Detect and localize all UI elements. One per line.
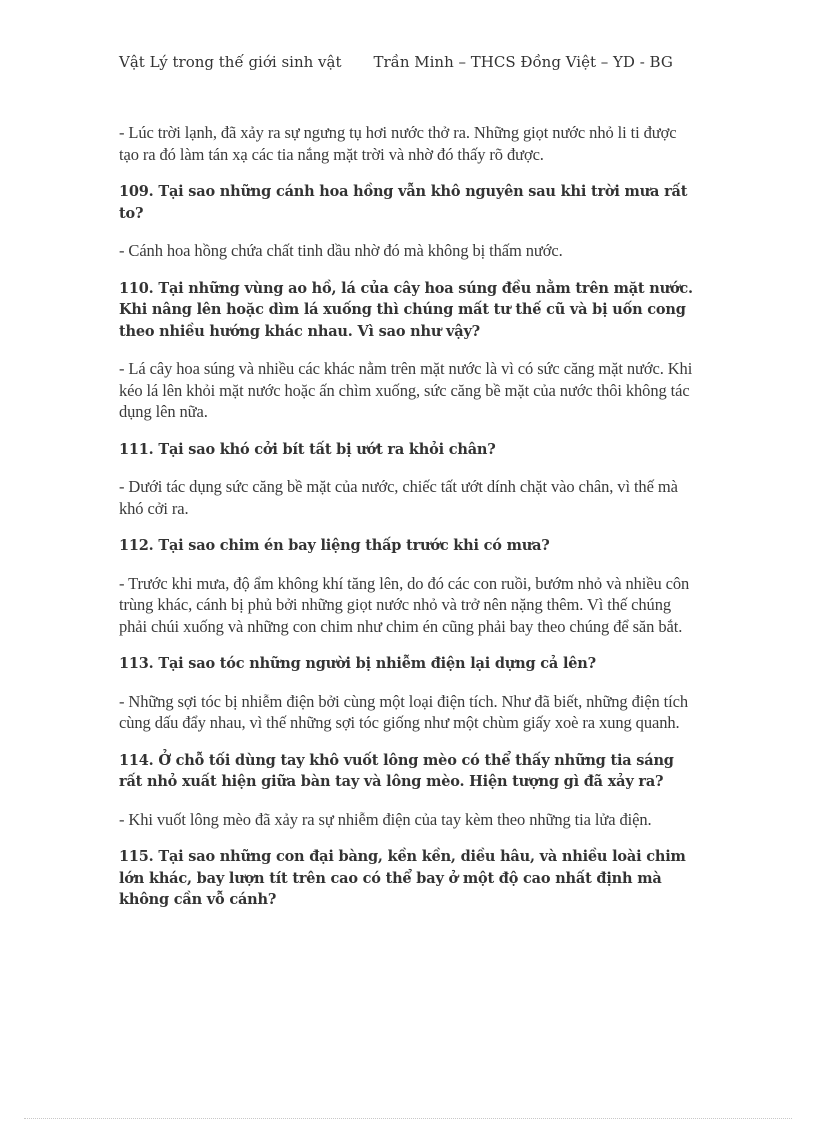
answer-110: - Lá cây hoa súng và nhiều các khác nằm trên mặt nước là vì có sức căng mặt nước. Khi kéo lá lên khỏi mặt nước hoặc ấn chìm xuống, sức căng bề mặt của nước thôi không tác dụng lên nữa. [119,359,693,421]
question-111: 111. Tại sao khó cởi bít tất bị ướt ra khỏi chân? [119,440,496,458]
question-109: 109. Tại sao những cánh hoa hồng vẫn khô nguyên sau khi trời mưa rất to? [119,183,688,222]
answer-111: - Dưới tác dụng sức căng bề mặt của nước, chiếc tất ướt dính chặt vào chân, vì thế mà khó cởi ra. [119,477,678,518]
document-body [119,122,699,927]
answer-paragraph: - Lúc trời lạnh, đã xảy ra sự ngưng tụ hơi nước thở ra. Những giọt nước nhỏ li ti được tạo ra đó làm tán xạ các tia nắng mặt trời và nhờ đó thấy rõ được. [119,123,677,164]
answer-112: - Trước khi mưa, độ ẩm không khí tăng lên, do đó các con ruồi, bướm nhỏ và nhiều côn trùng khác, cánh bị phủ bởi những giọt nước nhỏ và trở nên nặng thêm. Vì thế chúng phải chúi xuống và những con chim như chim én cũng phải bay theo chúng để săn bắt. [119,573,690,636]
question-115: 115. Tại sao những con đại bàng, kền kền, diều hâu, và nhiều loài chim lớn khác, bay lượn tít trên cao có thể bay ở một độ cao nhất định mà không cần vỗ cánh? [119,848,686,908]
question-113: 113. Tại sao tóc những người bị nhiễm điện lại dựng cả lên? [119,655,596,672]
answer-109: - Cánh hoa hồng chứa chất tinh dầu nhờ đó mà không bị thấm nước. [119,241,563,260]
question-114: 114. Ở chỗ tối dùng tay khô vuốt lông mèo có thể thấy những tia sáng rất nhỏ xuất hiện giữa bàn tay và lông mèo. Hiện tượng gì đã xảy ra? [119,751,674,790]
header-title: Vật Lý trong thế giới sinh vật [119,53,342,71]
answer-114: - Khi vuốt lông mèo đã xảy ra sự nhiễm điện của tay kèm theo những tia lửa điện. [119,809,652,829]
question-112: 112. Tại sao chim én bay liệng thấp trước khi có mưa? [119,537,550,554]
header-author: Trần Minh – THCS Đồng Việt – YD - BG [373,53,673,71]
answer-113: - Những sợi tóc bị nhiễm điện bởi cùng một loại điện tích. Như đã biết, những điện tích cùng dấu đẩy nhau, vì thế những sợi tóc giống như một chùm giấy xoè ra xung quanh. [119,691,688,732]
question-110: 110. Tại những vùng ao hồ, lá của cây hoa súng đều nằm trên mặt nước. Khi nâng lên hoặc dìm lá xuống thì chúng mất tư thế cũ và bị uốn cong theo nhiều hướng khác nhau. Vì sao như vậy? [119,279,693,340]
page-bottom-divider [24,1118,792,1119]
page-header [119,51,719,73]
